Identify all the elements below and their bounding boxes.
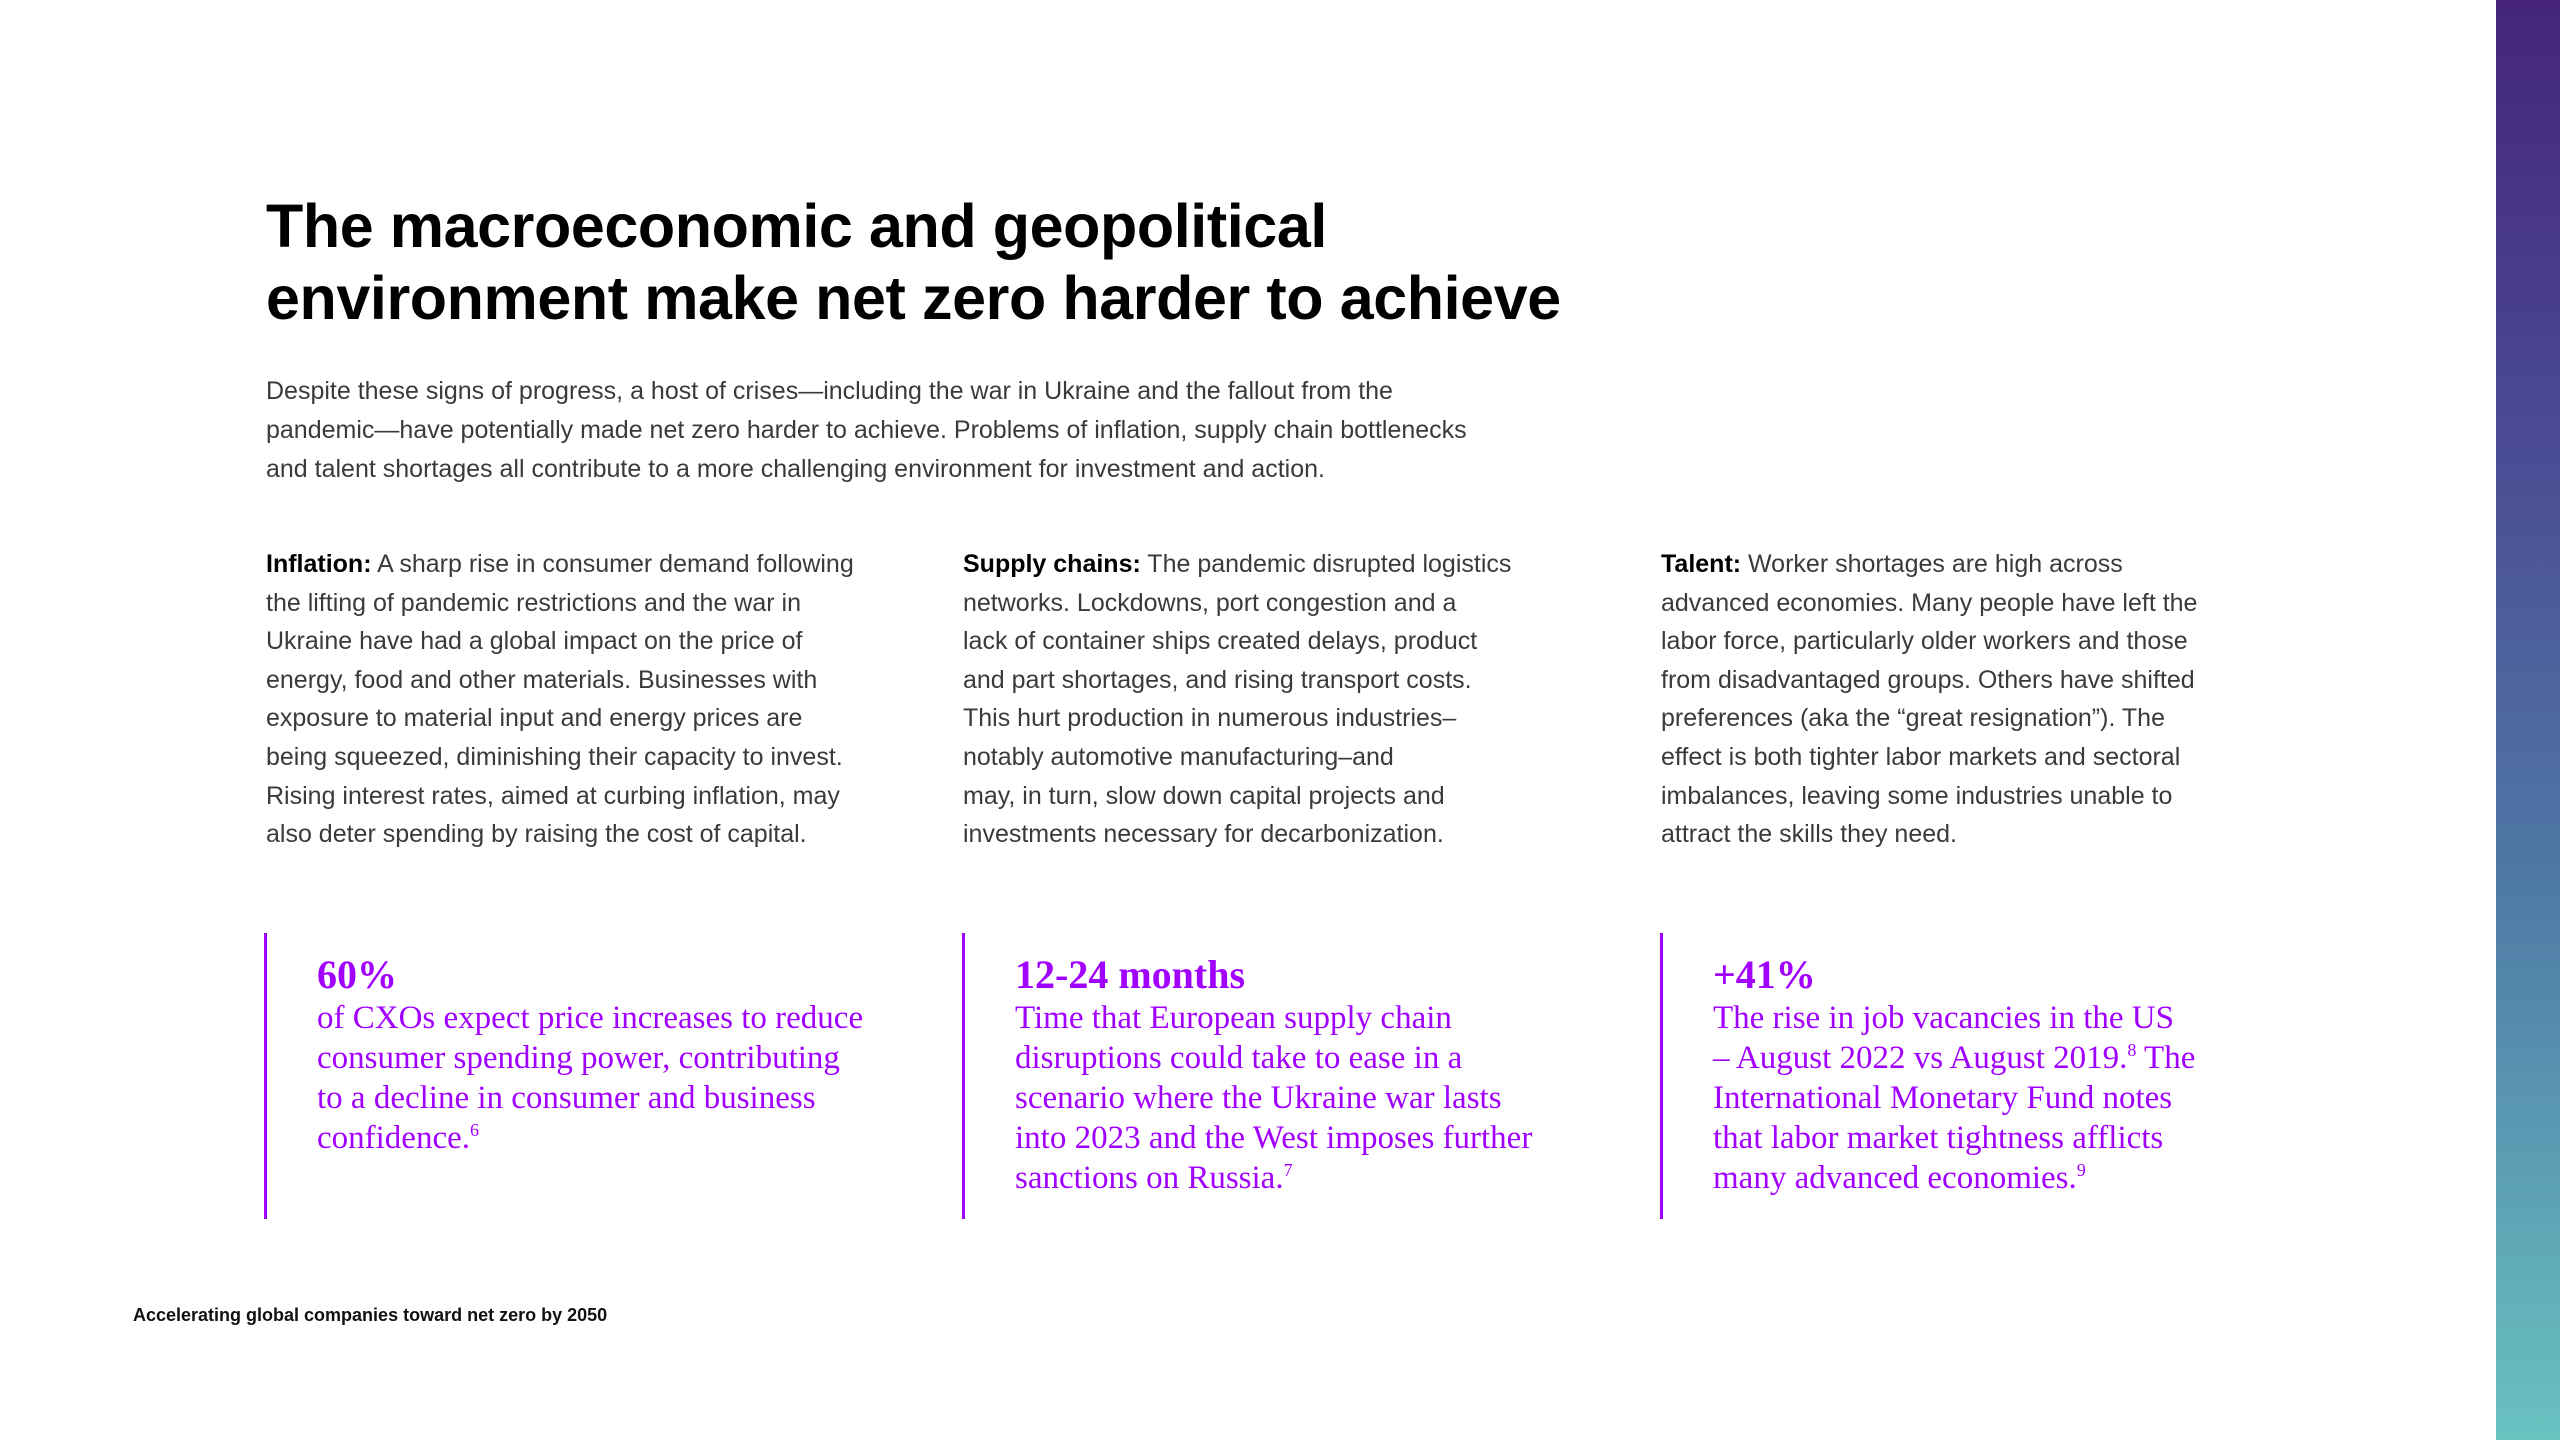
supply-chains-text-line: and part shortages, and rising transport costs. [963, 665, 1472, 694]
stat-callout-inflation [264, 933, 884, 1219]
stat-value: +41% [1713, 952, 1816, 997]
page-title [266, 190, 1766, 334]
stat-value: 60% [317, 952, 397, 997]
stat-value: 12-24 months [1015, 952, 1246, 997]
stat-text-line: confidence. [317, 1120, 470, 1156]
side-gradient-band [2496, 0, 2560, 1440]
inflation-column [266, 545, 906, 854]
inflation-text-line: Ukraine have had a global impact on the price of [266, 627, 803, 656]
stat-text-line: into 2023 and the West imposes further [1015, 1120, 1533, 1156]
footnote-marker: 6 [470, 1120, 479, 1140]
talent-text-line: imbalances, leaving some industries unable to [1661, 781, 2173, 810]
inflation-text-line: Rising interest rates, aimed at curbing inflation, may [266, 781, 840, 810]
stat-description [1713, 998, 2313, 1198]
footnote-marker: 9 [2076, 1160, 2086, 1180]
stat-text-line: Time that European supply chain [1015, 1000, 1452, 1036]
talent-text-line: from disadvantaged groups. Others have shifted [1661, 665, 2195, 694]
stat-text-line: scenario where the Ukraine war lasts [1015, 1080, 1502, 1116]
supply-chains-text-line: notably automotive manufacturing–and [963, 742, 1394, 771]
intro-paragraph [266, 372, 1566, 489]
talent-heading: Talent: [1661, 550, 1742, 578]
supply-chains-text-line: The pandemic disrupted logistics [1140, 550, 1512, 578]
inflation-text-line: being squeezed, diminishing their capacity to invest. [266, 742, 843, 771]
inflation-text-line: also deter spending by raising the cost of capital. [266, 820, 807, 849]
inflation-text-line: the lifting of pandemic restrictions and the war in [266, 588, 801, 617]
stat-text-line: International Monetary Fund notes [1713, 1080, 2173, 1116]
intro-line-2: pandemic—have potentially made net zero harder to achieve. Problems of inflation, supply chain bottlenecks [266, 416, 1467, 444]
talent-text-line: effect is both tighter labor markets and sectoral [1661, 742, 2181, 771]
supply-chains-column [963, 545, 1603, 854]
supply-chains-text-line: lack of container ships created delays, product [963, 627, 1478, 656]
inflation-text-line: A sharp rise in consumer demand following [371, 550, 854, 578]
talent-text-line: attract the skills they need. [1661, 820, 1957, 849]
talent-text-line: Worker shortages are high across [1741, 550, 2123, 578]
footnote-marker: 7 [1283, 1160, 1293, 1180]
stat-text-line: of CXOs expect price increases to reduce [317, 1000, 864, 1036]
stat-text-line: consumer spending power, contributing [317, 1040, 840, 1076]
page-footer: Accelerating global companies toward net zero by 2050 [133, 1305, 608, 1325]
talent-text-line: preferences (aka the “great resignation”). The [1661, 704, 2165, 733]
stat-callout-talent [1660, 933, 2280, 1219]
stat-text-line: sanctions on Russia. [1015, 1160, 1284, 1196]
talent-column [1661, 545, 2301, 854]
supply-chains-text-line: networks. Lockdowns, port congestion and a [963, 588, 1457, 617]
supply-chains-heading: Supply chains: [963, 550, 1141, 578]
inflation-text-line: energy, food and other materials. Businesses with [266, 665, 818, 694]
stat-text-line: The [2136, 1040, 2196, 1076]
intro-line-1: Despite these signs of progress, a host of crises—including the war in Ukraine and the fallout from the [266, 377, 1393, 405]
inflation-heading: Inflation: [266, 550, 372, 578]
talent-text-line: advanced economies. Many people have left the [1661, 588, 2198, 617]
footnote-marker: 8 [2127, 1040, 2137, 1060]
stat-description [317, 998, 917, 1158]
supply-chains-text-line: may, in turn, slow down capital projects and [963, 781, 1445, 810]
stat-text-line: to a decline in consumer and business [317, 1080, 816, 1116]
title-line-1: The macroeconomic and geopolitical [266, 192, 1327, 260]
stat-description [1015, 998, 1615, 1198]
supply-chains-text-line: This hurt production in numerous industries– [963, 704, 1457, 733]
inflation-text-line: exposure to material input and energy prices are [266, 704, 803, 733]
intro-line-3: and talent shortages all contribute to a more challenging environment for investment and action. [266, 455, 1325, 483]
stat-text-line: The rise in job vacancies in the US [1713, 1000, 2174, 1036]
stat-text-line: – August 2022 vs August 2019. [1713, 1040, 2128, 1076]
stat-text-line: disruptions could take to ease in a [1015, 1040, 1463, 1076]
title-line-2: environment make net zero harder to achieve [266, 264, 1561, 332]
stat-text-line: that labor market tightness afflicts [1713, 1120, 2164, 1156]
talent-text-line: labor force, particularly older workers and those [1661, 627, 2188, 656]
stat-callout-supply-chains [962, 933, 1582, 1219]
supply-chains-text-line: investments necessary for decarbonization. [963, 820, 1444, 849]
stat-text-line: many advanced economies. [1713, 1160, 2077, 1196]
